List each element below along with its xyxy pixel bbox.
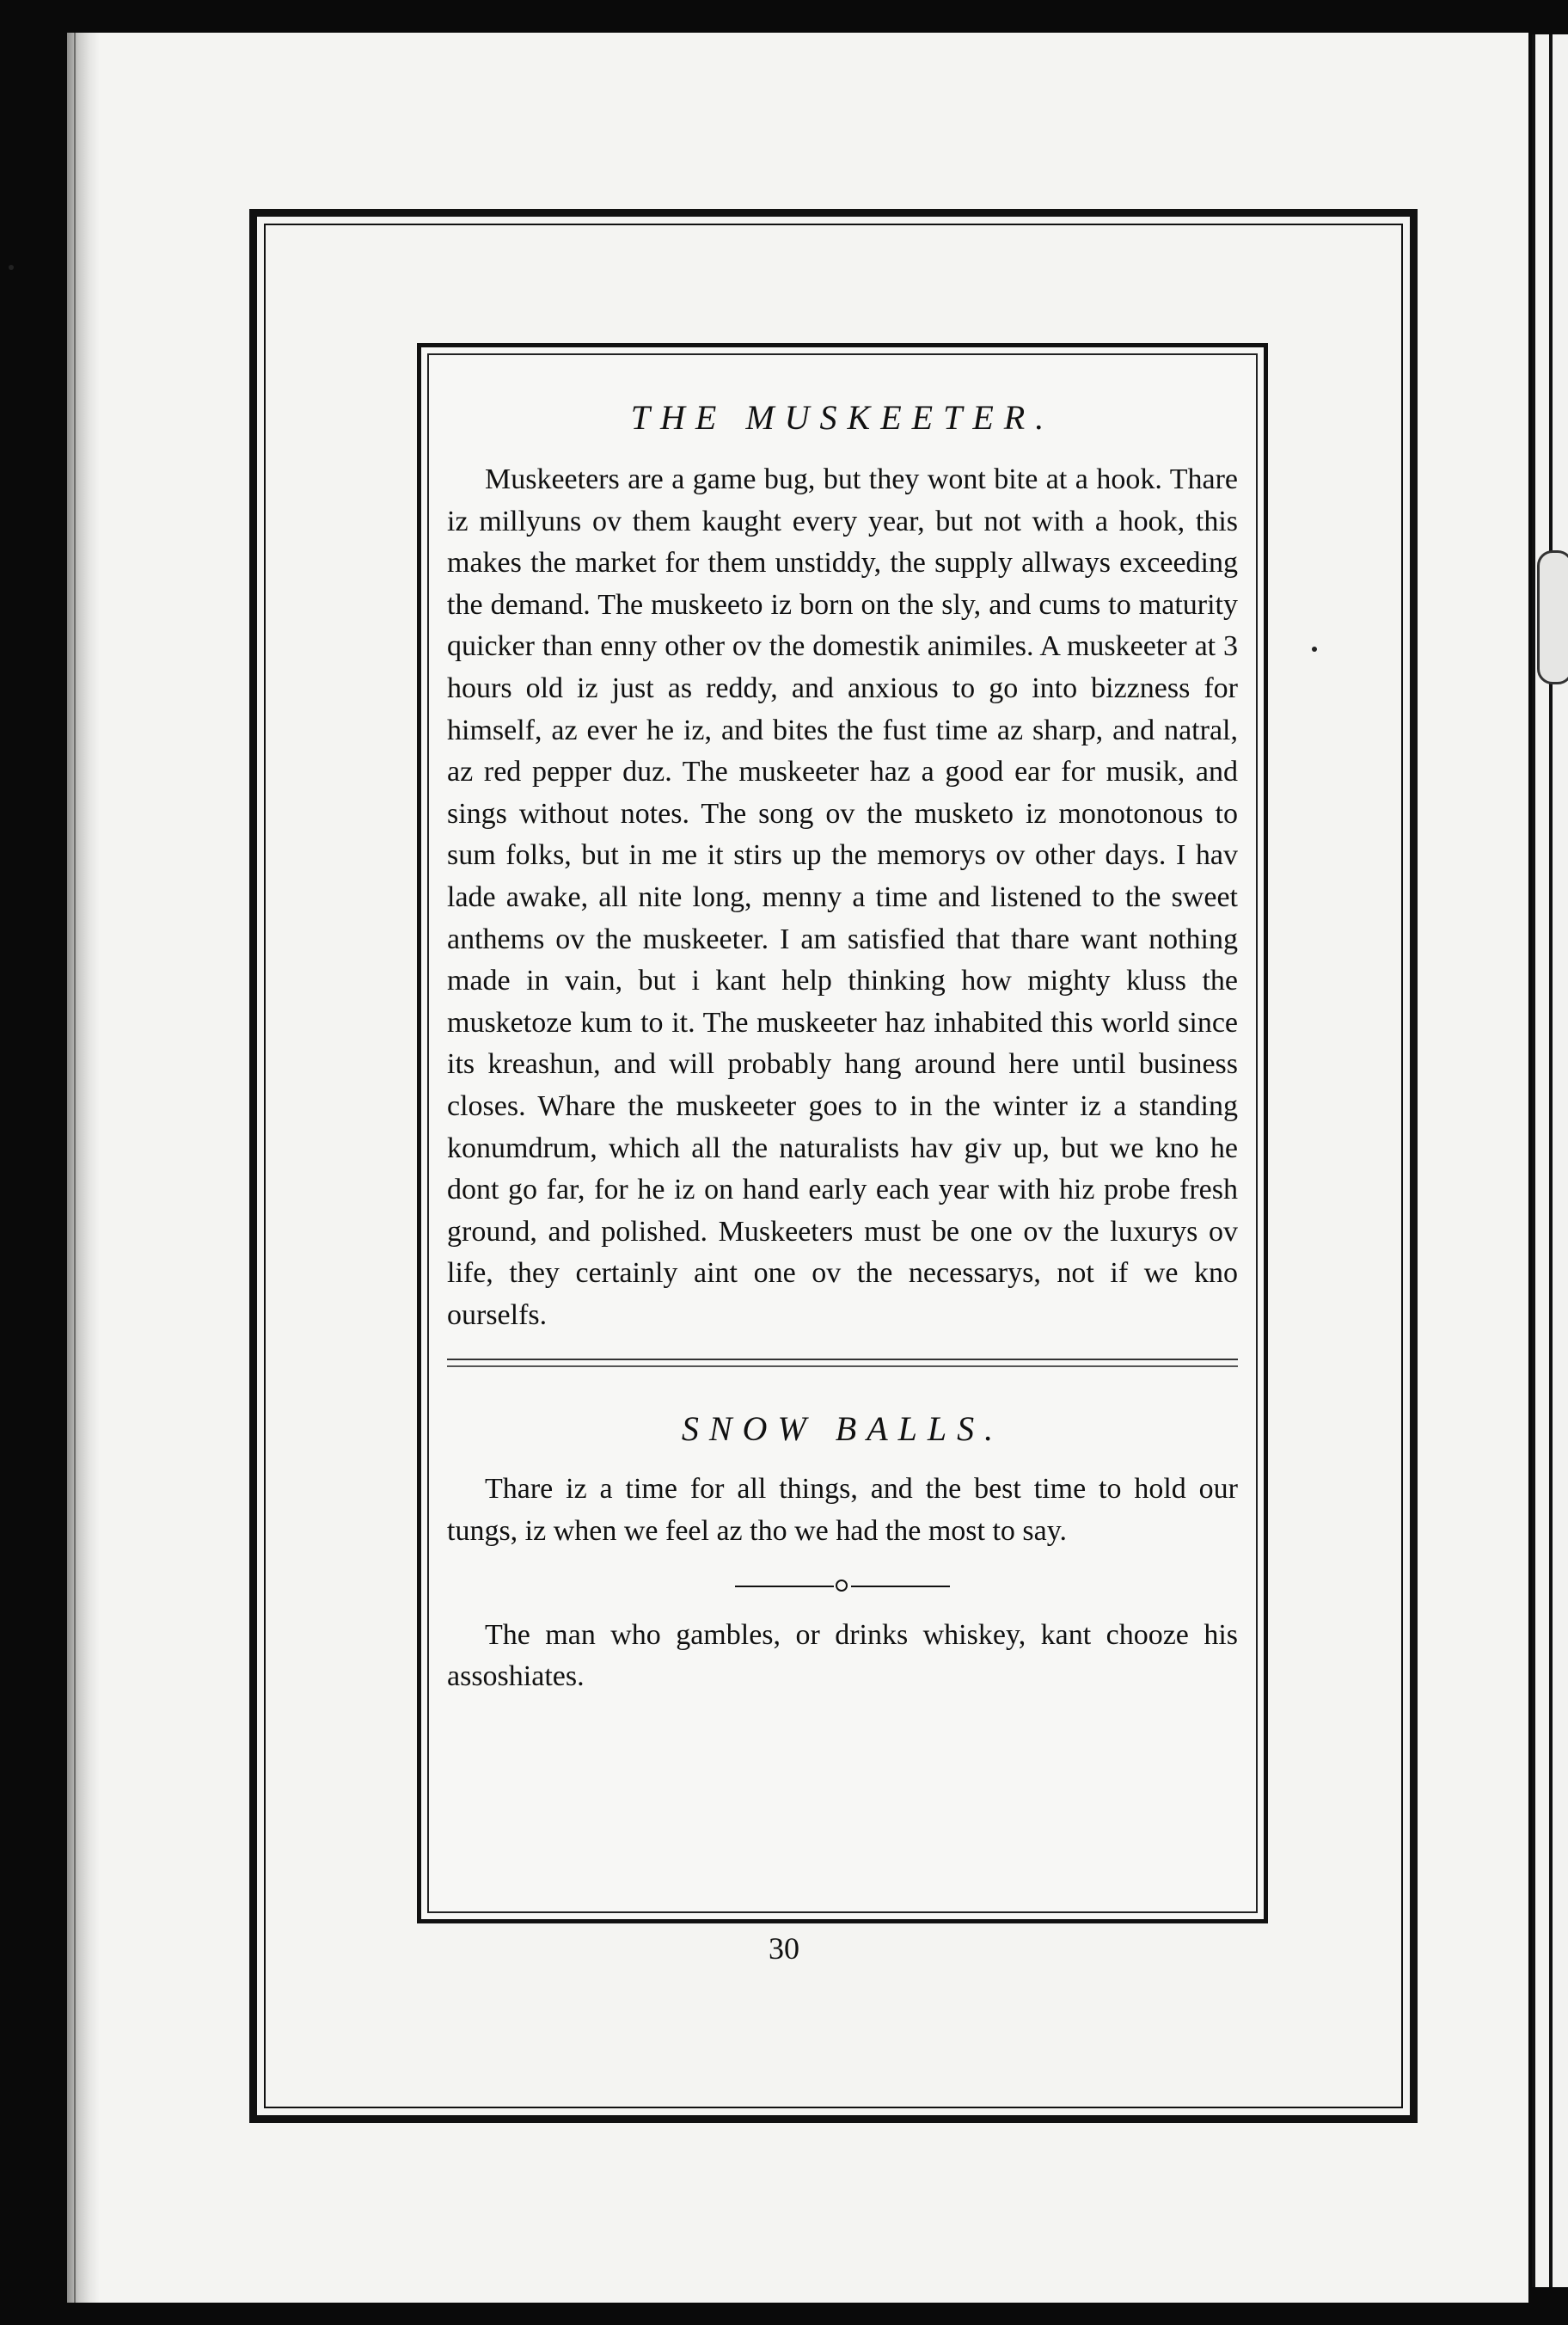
ornament-line bbox=[735, 1586, 834, 1587]
clasp-icon bbox=[1537, 550, 1568, 684]
ornament-line bbox=[851, 1586, 950, 1587]
essay-title: THE MUSKEETER. bbox=[630, 398, 1055, 437]
snow-balls-item: Thare iz a time for all things, and the best time to hold our tungs, iz when we feel az tho we had the most to say. bbox=[447, 1473, 1238, 1548]
snow-balls-item: The man who gambles, or drinks whiskey, kant chooze his assoshiates. bbox=[447, 1618, 1238, 1693]
snow-balls-title: SNOW BALLS. bbox=[681, 1409, 1004, 1449]
speck-mark bbox=[9, 265, 14, 270]
essay-paragraph: Muskeeters are a game bug, but they wont bite at a hook. Thare iz millyuns ov them kaught every year, but not with a hook, this makes the market for them unstiddy, the supply allways exceeding the demand. The muskeeto iz born on the sly, and cums to maturity quicker than enny other ov the domestik animiles. A muskeeter at 3 hours old iz just as reddy, and anxious to go into bizzness for himself, az ever he iz, and bites the fust time az sharp, and natral, az red pepper duz. The muskeeter haz a good ear for musik, and sings without notes. The song ov the musketo iz monotonous to sum folks, but in me it stirs up the memorys ov other days. I hav lade awake, all nite long, menny a time and listened to the sweet anthems ov the muskeeter. I am satisfied that thare want nothing made in vain, but i kant help thinking how mighty kluss the musketoze kum to it. The muskeeter haz inhabited this world since its kreashun, and will probably hang around here until business closes. Whare the muskeeter goes to in the winter iz a standing konumdrum, which all the naturalists hav giv up, but we kno he dont go far, for he iz on hand early each year with hiz probe fresh ground, and polished. Muskeeters must be one ov the luxurys ov life, they certainly aint one ov the necessarys, not if we kno ourselfs. bbox=[447, 463, 1238, 1331]
ornament-circle-icon bbox=[836, 1580, 848, 1592]
ornament-divider bbox=[735, 1574, 950, 1599]
section-divider bbox=[447, 1359, 1238, 1367]
page-number: 30 bbox=[769, 1931, 799, 1966]
text-panel-content bbox=[447, 399, 1238, 1902]
text-panel bbox=[417, 343, 1268, 1923]
